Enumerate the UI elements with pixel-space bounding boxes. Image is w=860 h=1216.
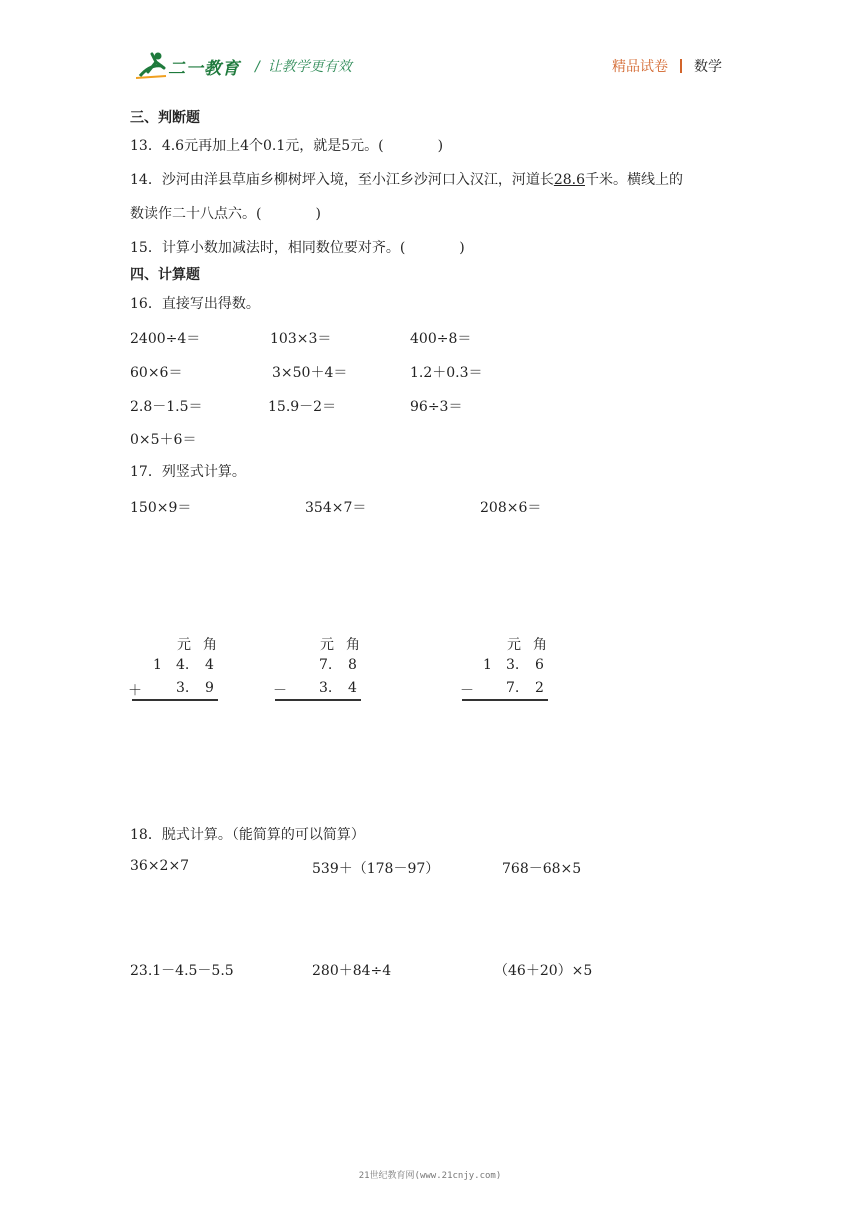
digit: 7.	[319, 657, 333, 673]
exercise-item: 103×3＝	[270, 331, 332, 347]
question-17: 17．列竖式计算。	[130, 464, 246, 480]
unit-yuan: 元	[177, 637, 191, 653]
digit: 1	[483, 657, 492, 673]
question-13	[130, 135, 443, 155]
logo-text: 二一教育	[168, 59, 240, 79]
section-title: 四、计算题	[130, 267, 200, 283]
digit: 4	[205, 657, 214, 673]
exercise-item: 1.2＋0.3＝	[410, 365, 483, 381]
exercise-item: 354×7＝	[305, 500, 367, 516]
exercise-item: 280＋84÷4	[312, 963, 392, 979]
exercise-item: 60×6＝	[130, 365, 183, 381]
exercise-item: 150×9＝	[130, 500, 192, 516]
question-text: 15．计算小数加减法时，相同数位要对齐。(	[130, 240, 406, 256]
exercise-item: 3×50＋4＝	[272, 365, 348, 381]
header-slogan	[255, 56, 352, 76]
question-14	[130, 169, 683, 189]
unit-jiao: 角	[533, 637, 547, 653]
underlined-number: 28.6	[553, 172, 585, 188]
operator: ＋	[128, 683, 142, 699]
header-brand	[612, 56, 722, 76]
slogan-separator: /	[255, 59, 260, 75]
difference-line	[275, 699, 361, 701]
operator: －	[273, 683, 287, 699]
unit-jiao: 角	[203, 637, 217, 653]
header-divider	[680, 59, 682, 73]
digit: 9	[205, 680, 214, 696]
digit: 1	[153, 657, 162, 673]
difference-line	[462, 699, 548, 701]
question-16: 16．直接写出得数。	[130, 296, 260, 312]
question-14-cont	[130, 203, 321, 223]
unit-yuan: 元	[507, 637, 521, 653]
paren-close: )	[437, 138, 444, 154]
unit-jiao: 角	[346, 637, 360, 653]
exercise-item: 400÷8＝	[410, 331, 472, 347]
exercise-item: 36×2×7	[130, 858, 190, 874]
digit: 4	[348, 680, 357, 696]
paren-close: )	[315, 206, 321, 222]
digit: 7.	[506, 680, 520, 696]
exercise-item: 23.1－4.5－5.5	[130, 963, 234, 979]
digit: 8	[348, 657, 357, 673]
exercise-item: 0×5＋6＝	[130, 432, 197, 448]
slogan-text: 让教学更有效	[267, 59, 352, 75]
question-18: 18．脱式计算。（能简算的可以简算）	[130, 827, 365, 843]
digit: 3.	[176, 680, 190, 696]
exercise-item: （46＋20）×5	[494, 963, 593, 979]
digit: 3.	[319, 680, 333, 696]
exercise-item: 539＋（178－97）	[312, 861, 440, 877]
exercise-item: 208×6＝	[480, 500, 542, 516]
digit: 3.	[506, 657, 520, 673]
question-text: 13．4.6元再加上4个0.1元，就是5元。(	[130, 138, 384, 154]
sum-line	[132, 699, 218, 701]
paren-close: )	[459, 240, 465, 256]
exercise-item: 768－68×5	[502, 861, 582, 877]
exercise-item: 15.9－2＝	[268, 399, 337, 415]
question-text: 千米。横线上的	[585, 172, 683, 188]
brand-label: 精品试卷	[612, 59, 668, 75]
exercise-item: 2400÷4＝	[130, 331, 201, 347]
digit: 4.	[176, 657, 190, 673]
question-text: 14．沙河由洋县草庙乡柳树坪入境，至小江乡沙河口入汉江，河道长	[130, 172, 554, 188]
unit-yuan: 元	[320, 637, 334, 653]
question-text: 数读作二十八点六。(	[130, 206, 262, 222]
section-title: 三、判断题	[130, 110, 200, 126]
digit: 2	[535, 680, 544, 696]
question-15	[130, 237, 465, 257]
digit: 6	[535, 657, 544, 673]
exercise-item: 2.8－1.5＝	[130, 399, 203, 415]
page-footer: 21世纪教育网(www.21cnjy.com)	[358, 1171, 502, 1181]
subject-label: 数学	[694, 59, 722, 75]
operator: －	[460, 683, 474, 699]
exercise-item: 96÷3＝	[410, 399, 463, 415]
